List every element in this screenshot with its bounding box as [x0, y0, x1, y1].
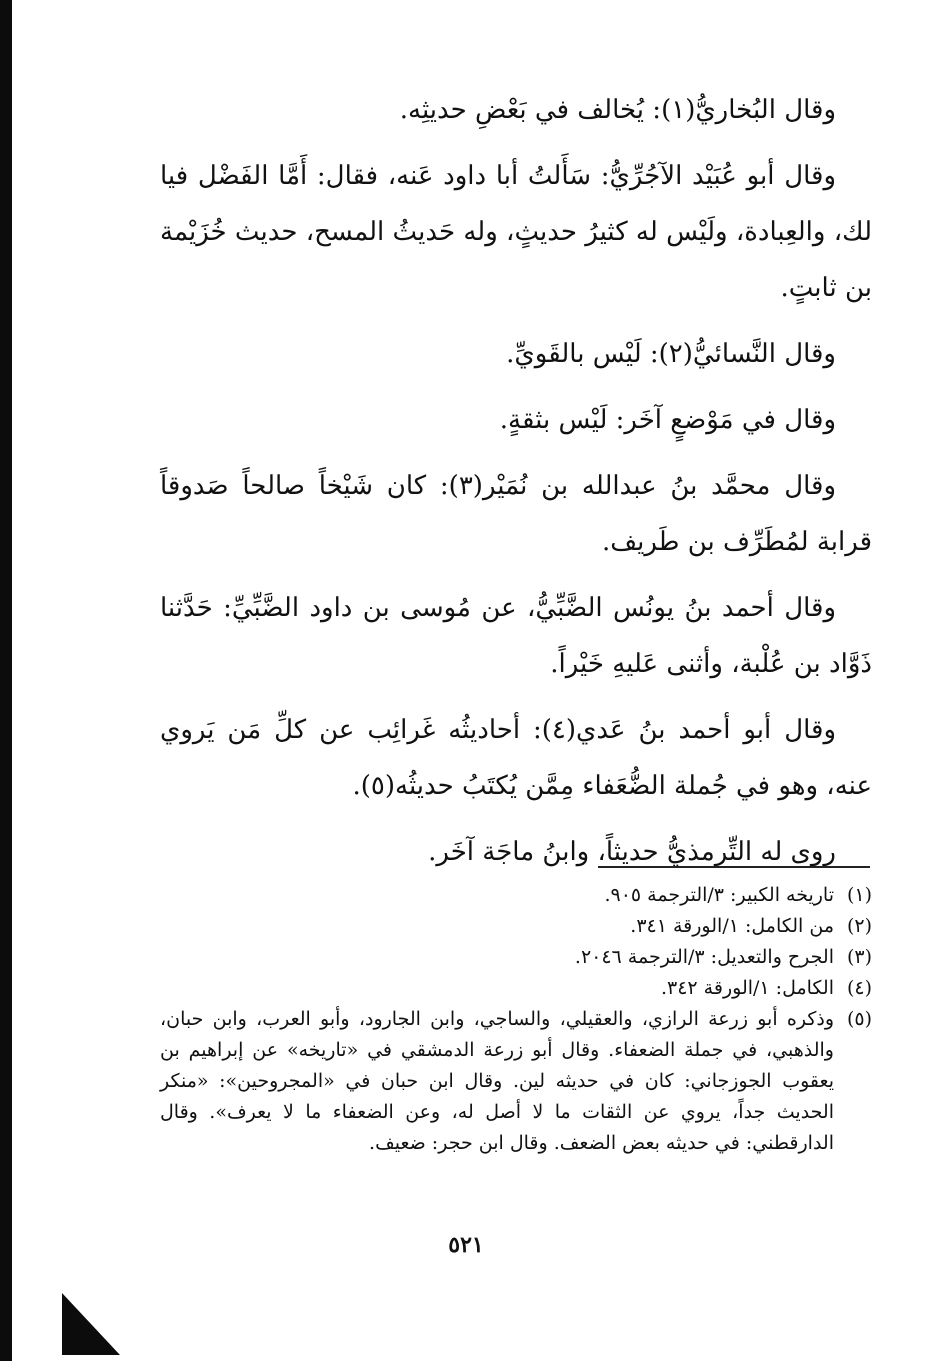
footnote-5 [160, 1004, 872, 1159]
paragraph-ibn-adi: وقال أبو أحمد بنُ عَدي(٤): أحاديثُه غَرائِب عن كلِّ مَن يَروي عنه، وهو في جُملة الضُّعَفاء مِمَّن يُكتَبُ حديثُه(٥). [160, 715, 872, 801]
paragraph-nasai-other: وقال في مَوْضعٍ آخَر: لَيْس بثقةٍ. [499, 405, 836, 435]
footnote-text: الكامل: ١/الورقة ٣٤٢. [660, 977, 834, 999]
paragraph-ibn-numayr: وقال محمَّد بنُ عبدالله بن نُمَيْر(٣): كان شَيْخاً صالحاً صَدوقاً قرابة لمُطَرِّف بن طَريف. [160, 471, 872, 557]
footnote-text: وذكره أبو زرعة الرازي، والعقيلي، والساجي، وابن الجارود، وأبو العرب، وابن حبان، والذهبي، في جملة الضعفاء. وقال أبو زرعة الدمشقي في «تاريخه» عن إبراهيم بن يعقوب الجوزجاني: كان في حديثه لين. وقال ابن حبان في «المجروحين»: «منكر الحديث جداً، يروي عن الثقات ما لا أصل له، وعن الضعفاء ما لا يعرف». وقال الدارقطني: في حديثه بعض الضعف. وقال ابن حجر: ضعيف. [160, 1008, 834, 1154]
footnote-number: (١) [846, 884, 872, 906]
footnote-number: (٢) [846, 915, 872, 937]
corner-triangle-mark [62, 1293, 120, 1355]
paragraph-ahmad-dabbi: وقال أحمد بنُ يونُس الضَّبِّيُّ، عن مُوسى بن داود الضَّبِّيِّ: حَدَّثنا ذَوَّاد بن عُلْبة، وأثنى عَليهِ خَيْراً. [160, 593, 872, 679]
main-text [160, 82, 872, 890]
footnote-1 [160, 880, 872, 911]
footnote-number: (٤) [846, 977, 872, 999]
footnote-number: (٣) [846, 946, 872, 968]
footnote-text: تاريخه الكبير: ٣/الترجمة ٩٠٥. [604, 884, 834, 906]
footnote-number: (٥) [846, 1008, 872, 1030]
footnote-text: الجرح والتعديل: ٣/الترجمة ٢٠٤٦. [574, 946, 834, 968]
footnote-3 [160, 942, 872, 973]
footnote-4 [160, 973, 872, 1004]
footnote-text: من الكامل: ١/الورقة ٣٤١. [630, 915, 834, 937]
footnote-2 [160, 911, 872, 942]
footnote-separator [598, 866, 870, 868]
paragraph-ajurri: وقال أبو عُبَيْد الآجُرِّيُّ: سَأَلتُ أبا داود عَنه، فقال: أَمَّا الفَضْل فيا لك، والعِبادة، ولَيْس له كثيرُ حديثٍ، وله حَديثُ المسح، حديث خُزَيْمة بن ثابتٍ. [160, 161, 872, 303]
page-edge-shadow [0, 0, 12, 1361]
footnotes [160, 880, 872, 1159]
paragraph-nasai: وقال النَّسائيُّ(٢): لَيْس بالقَويِّ. [506, 339, 836, 369]
page-number: ٥٢١ [448, 1232, 484, 1258]
paragraph-rawa: روى له التِّرمذيُّ حديثاً، وابنُ ماجَة آخَر. [428, 837, 836, 867]
paragraph-bukhari: وقال البُخاريُّ(١): يُخالف في بَعْضِ حديثِه. [399, 95, 836, 125]
